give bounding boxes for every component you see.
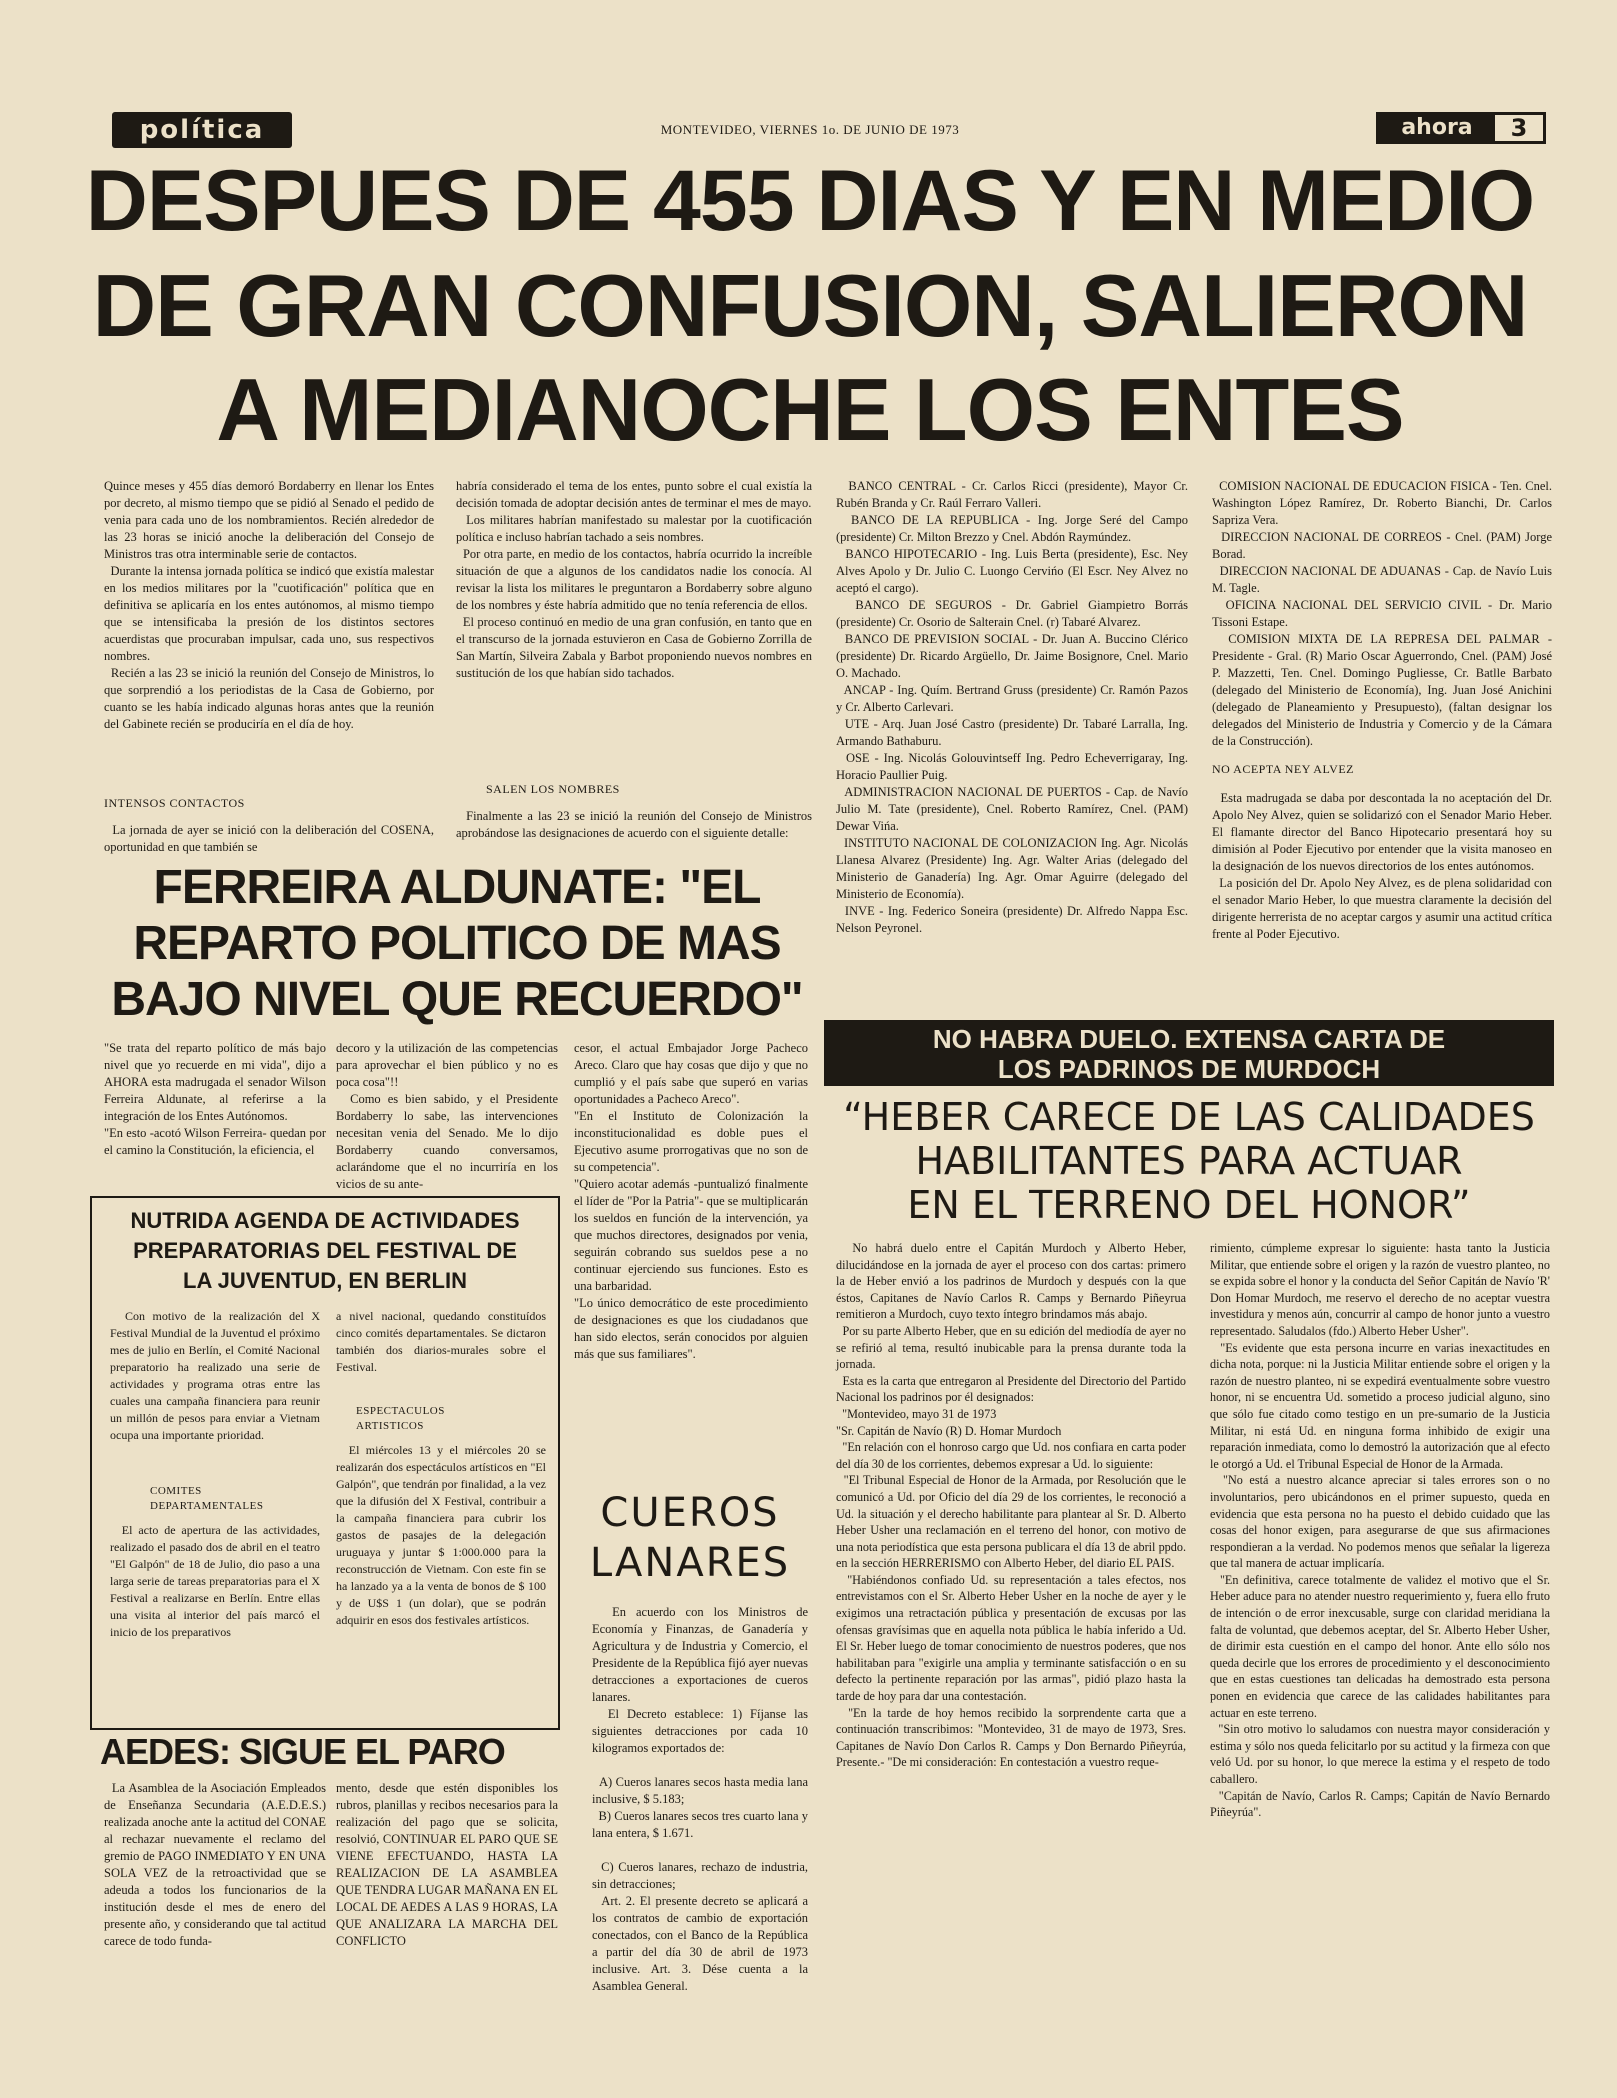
ferreira-col-1: "Se trata del reparto político de más bajo nivel que yo recuerde en mi vida", dijo a AHORA esta madrugada el senador Wilson Ferreira Aldunate, al referirse a la integración de los Entes Autónomos. "En esto -acotó Wilson Ferreira- quedan por el camino la Constitución, la eficiencia, el (104, 1041, 326, 1157)
aedes-headline: AEDES: SIGUE EL PARO (100, 1731, 505, 1772)
masthead-logo (1376, 112, 1546, 144)
duelo-banner-line-1: NO HABRA DUELO. EXTENSA CARTA DE (932, 1024, 1446, 1054)
ferreira-headline-line-2: REPARTO POLITICO DE MAS (133, 917, 781, 970)
main-headline-line-3: A MEDIANOCHE LOS ENTES (216, 360, 1404, 459)
main-article-col-4: COMISION NACIONAL DE EDUCACION FISICA - Ten. Cnel. Washington López Ramírez, Dr. Roberto Bianchi, Dr. Carlos Sapriza Vera. DIRECCION NACIONAL DE CORREOS - Cnel. (PAM) Jorge Borad. DIRECCION NACIONAL DE ADUANAS - Cap. de Navío Luis M. Tagle. OFICINA NACIONAL DEL SERVICIO CIVIL - Dr. Mario Tissoni Estape. COMISION MIXTA DE LA REPRESA DEL PALMAR - Presidente - Gral. (R) Mario Oscar Aguerrondo, Cnel. (PAM) José P. Mazzetti, Ten. Cnel. Domingo Pugliesse, Cr. Batlle Barbato (delegado del Ministerio de Economía), Ing. Juan José Anichini (delegado de Planeamiento y Presupuesto), (faltan designar los delegados del Ministerio de Industria y Comercio y de la Cámara de la Construcción). (1212, 479, 1553, 748)
festival-col-2b: El miércoles 13 y el miércoles 20 se realizarán dos espectáculos artísticos en "El Galpón", que tendrán por finalidad, a la vez que la difusión del X Festival, contribuir a la campaña financiera para cubrir los gastos de pasajes de la delegación uruguaya y juntar $ 1:000.000 para la reconstrucción de Vietnam. Con este fin se ha lanzado ya a la venta de bonos de $ 100 y de U$S 1 (un dolar), que se podrán adquirir en esos dos festivales artísticos. (336, 1443, 549, 1627)
main-subhead-contactos: INTENSOS CONTACTOS (104, 796, 245, 810)
festival-subhead-comites: COMITES DEPARTAMENTALES (150, 1485, 264, 1512)
ferreira-col-2: decoro y la utilización de las competencias para aprovechar el bien público y no es poca cosa"!! Como es bien sabido, y el Presidente Bordaberry lo sabe, las intervenciones necesitan venia del Senado. Me lo dijo Bordaberry cuando conversamos, aclarándome que el no incurriría en los vicios de su ante- (336, 1041, 558, 1191)
ferreira-col-3: cesor, el actual Embajador Jorge Pacheco Areco. Claro que hay cosas que dijo y que no cumplió y el país sabe que superó en varias oportunidades a Pacheco Areco". "En el Instituto de Colonización la inconstitucionalidad es doble pues el Ejecutivo asume prorrogativas que no son de su competencia". "Quiero acotar además -puntualizó finalmente el líder de "Por la Patria"- que se multiplicarán los sueldos en función de la intervención, ya que muchos directores, designados por venia, seguirán cobrando sus sueldos pese a no continuar ejerciendo sus funciones. Esto es una barbaridad. "Lo único democrático de este procedimiento de designaciones es que los ciudadanos que han sido electos, serán conocidos por alguien más que sus familiares". (574, 1041, 808, 1361)
festival-headline-line-3: LA JUVENTUD, EN BERLIN (183, 1268, 467, 1293)
main-article-col-2: habría considerado el tema de los entes, punto sobre el cual existía la decisión tomada de adoptar decisión antes de terminar el mes de mayo. Los militares habrían manifestado su malestar por la cuotificación política e incluso habrían tachado a seis nombres. Por otra parte, en medio de los contactos, habría ocurrido la increíble situación de que a algunos de los candidatos nadie los conocía. Al revisar la lista los militares le preguntaron a Bordaberry sobre alguno de los nombres y éste habría admitido que no tenía referencia de ellos. El proceso continuó en medio de una gran confusión, en tanto que en el transcurso de la jornada estuvieron en Casa de Gobierno Zorrilla de San Martín, Silveira Zabala y Barbot proponiendo nuevos nombres en sustitución de los que habían sido tachados. (456, 479, 813, 680)
festival-subhead-espectaculos: ESPECTACULOS ARTISTICOS (356, 1405, 445, 1432)
duelo-headline-line-3: EN EL TERRENO DEL HONOR” (907, 1183, 1471, 1227)
main-article-col-2b: Finalmente a las 23 se inició la reunión del Consejo de Ministros aprobándose las designaciones de acuerdo con el siguiente detalle: (456, 809, 816, 840)
festival-headline-line-1: NUTRIDA AGENDA DE ACTIVIDADES (130, 1208, 520, 1233)
aedes-col-1: La Asamblea de la Asociación Empleados de Enseñanza Secundaria (A.E.D.E.S.) realizada anoche ante la actitud del CONAE al rechazar nuevamente el reclamo del gremio de PAGO INMEDIATO Y EN UNA SOLA VEZ de la retroactividad que se adeuda a todos los funcionarios de la institución desde el mes de enero del presente año, y considerando que tal actitud carece de todo funda- (104, 1781, 330, 1948)
masthead-name: ahora (1379, 115, 1495, 141)
aedes-col-2: mento, desde que estén disponibles los rubros, planillas y recibos necesarios para la realización del pago que se solicita, resolvió, CONTINUAR EL PARO QUE SE VIENE EFECTUANDO, HASTA LA REALIZACION DE LA ASAMBLEA QUE TENDRA LUGAR MAÑANA EN EL LOCAL DE AEDES A LAS 9 HORAS, LA QUE ANALIZARA LA MARCHA DEL CONFLICTO (336, 1781, 562, 1948)
cueros-text: En acuerdo con los Ministros de Economía y Finanzas, de Ganadería y Agricultura y de Industria y Comercio, el Presidente de la República fijó ayer nuevas detracciones a exportaciones de cueros lanares. El Decreto establece: 1) Fíjanse las siguientes detracciones por cada 10 kilogramos exportados de: A) Cueros lanares secos hasta media lana inclusive, $ 5.183; B) Cueros lanares secos tres cuarto lana y lana entera, $ 1.671. C) Cueros lanares, rechazo de industria, sin detracciones; Art. 2. El presente decreto se aplicará a los contratos de cambio de exportación conectados, con el Banco de la República a partir del día 30 de abril de 1973 inclusive. Art. 3. Dése cuenta a la Asamblea General. (592, 1605, 809, 1993)
ferreira-headline-line-1: FERREIRA ALDUNATE: "EL (153, 861, 761, 914)
main-article-col-1b: La jornada de ayer se inició con la deliberación del COSENA, oportunidad en que también se (104, 823, 438, 854)
festival-col-2: a nivel nacional, quedando constituídos cinco comités departamentales. Se dictaron también dos diarios-murales sobre el Festival. (336, 1309, 549, 1374)
festival-col-1b: El acto de apertura de las actividades, realizado el pasado dos de abril en el teatro "El Galpón" de 18 de Julio, dio paso a una larga serie de tareas preparatorias para el X Festival a realizarse en Berlín. Entre ellas una visita al interior del país marcó el inicio de los preparativos (110, 1523, 324, 1639)
duelo-headline-line-1: “HEBER CARECE DE LAS CALIDADES (843, 1095, 1535, 1139)
festival-col-1: Con motivo de la realización del X Festival Mundial de la Juventud el próximo mes de julio en Berlín, el Comité Nacional preparatorio ha realizado una serie de actividades y programa otras entre las cuales una campaña financiera para reunir un millón de pesos para enviar a Vietnam ocupa una importante prioridad. (110, 1309, 323, 1442)
duelo-headline-line-2: HABILITANTES PARA ACTUAR (915, 1139, 1463, 1183)
section-tag-label: política (139, 115, 265, 145)
ferreira-headline-line-3: BAJO NIVEL QUE RECUERDO" (111, 973, 803, 1026)
duelo-banner-line-2: LOS PADRINOS DE MURDOCH (997, 1054, 1381, 1084)
dateline: MONTEVIDEO, VIERNES 1o. DE JUNIO DE 1973 (660, 122, 960, 137)
main-article-col-1: Quince meses y 455 días demoró Bordaberry en llenar los Entes por decreto, al mismo tiempo que se pidió al Senado el pedido de venia para cada uno de los nombramientos. Recién alrededor de las 23 horas se inició anoche la deliberación del Consejo de Ministros tras otra interminable serie de contactos. Durante la intensa jornada política se indicó que existía malestar en los medios militares por la "cuotificación" política que en definitiva se aplicaría en los entes autónomos, al mismo tiempo que se intensificaba la presión de los distintos sectores acuerdistas que procuraban impulsar, cada uno, sus respectivos nombres. Recién a las 23 se inició la reunión del Consejo de Ministros, lo que sorprendió a los periodistas de la Casa de Gobierno, por cuanto se les había indicado algunas horas antes que la reunión del Gabinete recién se produciría en el día de hoy. (104, 479, 434, 731)
page-number: 3 (1510, 114, 1528, 142)
main-article-col-4b: Esta madrugada se daba por descontada la no aceptación del Dr. Apolo Ney Alvez, quien se solidarizó con el Senador Mario Heber. El flamante director del Banco Hipotecario presentará hoy su dimisión al Poder Ejecutivo por entender que la visita manoseo en la designación de los nuevos directorios de los entes autónomos. La posición del Dr. Apolo Ney Alvez, es de plena solidaridad con el senador Mario Heber, lo que muestra claramente la decisión del dirigente herrerista de no aceptar cargos y asumir una actitud crítica frente al Poder Ejecutivo. (1212, 791, 1552, 941)
duelo-col-1: No habrá duelo entre el Capitán Murdoch y Alberto Heber, dilucidándose en la jornada de ayer el proceso con dos cartas: primero la de Heber envió a los padrinos de Murdoch y después con la que éstos, Capitanes de Navío Carlos R. Camps y Bernardo Piñeyrua remitieron a Murdoch, cuyo texto íntegro brindamos más abajo. Por su parte Alberto Heber, que en su edición del mediodía de ayer no se refirió al tema, resultó inubicable para la prensa durante toda la jornada. Esta es la carta que entregaron al Presidente del Directorio del Partido Nacional los padrinos por él designados: "Montevideo, mayo 31 de 1973 "Sr. Capitán de Navío (R) D. Homar Murdoch "En relación con el honroso cargo que Ud. nos confiara en carta poder del día 30 de los corrientes, debemos expresar a Ud. lo siguiente: "El Tribunal Especial de Honor de la Armada, por Resolución que le comunicó a Ud. por Oficio del día 29 de los corrientes, le reconoció a Ud. la situación y el derecho habilitante para plantear al Sr. D. Alberto Heber Usher una reclamación en el terreno del honor, con motivo de una nota periodística que esta persona publicara el día 13 de abril ppdo. en la sección HERRERISMO con Alberto Heber, del diario EL PAIS. "Habiéndonos confiado Ud. su representación a tales efectos, nos entrevistamos con el Sr. Alberto Heber Usher en la noche de ayer y le exigimos una retractación pública y presentación de excusas por las ofensas gravísimas que en aquella nota pública le había inferido a Ud. El Sr. Heber luego de tomar conocimiento de nuestros poderes, que nos habilitaban para "exigirle una amplia y terminante satisfacción o en su defecto la pertinente reparación por las armas", pidió plazo hasta la tarde de hoy para dar una contestación. "En la tarde de hoy hemos recibido la sorprendente carta que a continuación transcribimos: "Montevideo, 31 de mayo de 1973, Sres. Capitanes de Navío Don Carlos R. Camps y Don Bernardo Piñeyrúa, Presente.- "De mi consideración: En contestación a vuestro reque- (836, 1241, 1187, 1770)
main-headline-line-2: DE GRAN CONFUSION, SALIERON (92, 256, 1528, 355)
main-subhead-nombres: SALEN LOS NOMBRES (486, 782, 620, 796)
main-article-col-3: BANCO CENTRAL - Cr. Carlos Ricci (presidente), Mayor Cr. Rubén Branda y Cr. Raúl Ferraro Valleri. BANCO DE LA REPUBLICA - Ing. Jorge Seré del Campo (presidente) Cr. Milton Brezzo y Cnel. Abdón Raymúndez. BANCO HIPOTECARIO - Ing. Luis Berta (presidente), Esc. Ney Alves Apolo y Dr. Julio C. Luongo Cervińo (El Escr. Ney Alvez no aceptó el cargo). BANCO DE SEGUROS - Dr. Gabriel Giampietro Borrás (presidente) Cr. Osorio de Salterain Cnel. (r) Tabaré Alvarez. BANCO DE PREVISION SOCIAL - Dr. Juan A. Buccino Clérico (presidente) Dr. Ricardo Argüello, Dr. Jaime Bosignore, Cnel. Mario O. Machado. ANCAP - Ing. Quím. Bertrand Gruss (presidente) Cr. Ramón Pazos y Cr. Alberto Carlevari. UTE - Arq. Juan José Castro (presidente) Dr. Tabaré Larralla, Ing. Armando Bathaburu. OSE - Ing. Nicolás Golouvintseff Ing. Pedro Echeverrigaray, Ing. Horacio Paullier Puig. ADMINISTRACION NACIONAL DE PUERTOS - Cap. de Navío Julio M. Tate (presidente), Cnel. Roberto Ramírez, Cnel. (PAM) Dewar Vińa. INSTITUTO NACIONAL DE COLONIZACION Ing. Agr. Nicolás Llanesa Alvarez (Presidente) Ing. Agr. Walter Arias (delegado del Ministerio de Ganadería) Ing. Agr. Omar Aguirre (delegado del Ministerio de Economía). INVE - Ing. Federico Soneira (presidente) Dr. Alfredo Nappa Esc. Nelson Peyronel. (836, 479, 1189, 935)
duelo-col-2: rimiento, cúmpleme expresar lo siguiente: hasta tanto la Justicia Militar, que entiende sobre el origen y la razón de vuestro planteo, no se expida sobre el honor y la conducta del Señor Capitán de Navío 'R' Don Homar Murdoch, me reservo el derecho de no aceptar vuestra investidura y menos aún, concurrir al campo de honor junto a vuestro representado. Saludalos (fdo.) Alberto Heber Usher". "Es evidente que esta persona incurre en varias inexactitudes en dicha nota, porque: ni la Justicia Militar entiende sobre el origen y la razón de nuestro planteo, ni se expedirá eventualmente sobre vuestro honor, ni se encuentra Ud. sometido a proceso judicial alguno, sino que sólo fue citado como testigo en un pre-sumario de la Justicia Militar, ni está Ud. en ninguna forma inhibido de exigir una reparación inmediata, como lo demostró la autorización que al efecto le otorgó a Ud. el Tribunal Especial de Honor de la Armada. "No está a nuestro alcance apreciar si tales errores son o no involuntarios, pero ubicándonos en el primer supuesto, queda en evidencia que esta persona no ha puesto el debido cuidado que las cosas del honor exigen, para asegurarse de que sus afirmaciones respondieran a la verdad. No podemos menos que señalar la ligereza que tal manera de actuar implicaría. "En definitiva, carece totalmente de validez el motivo que el Sr. Heber aduce para no atender nuestro requerimiento y, fuera ello fruto de intención o de error inexcusable, surge con claridad meridiana la falta de voluntad, que debemos aceptar, del Sr. Alberto Heber Usher, de dirimir esta cuestión en el campo del honor. Ante ello sólo nos queda decirle que los errores de procedimiento y el desconocimiento que en estas cuestiones tan delicadas ha demostrado esta persona ponen en evidencia que carece de las calidades habilitantes para actuar en este terreno. "Sin otro motivo lo saludamos con nuestra mayor consideración y estima y sólo nos queda felicitarlo por su actitud y la firmeza con que veló Ud. por su honor, lo que merece la estima y el respeto de todo caballero. "Capitán de Navío, Carlos R. Camps; Capitán de Navío Bernardo Piñeyrúa". (1210, 1241, 1551, 1820)
cueros-headline-line-2: LANARES (589, 1540, 791, 1586)
main-subhead-ney-alvez: NO ACEPTA NEY ALVEZ (1212, 762, 1354, 776)
festival-headline-line-2: PREPARATORIAS DEL FESTIVAL DE (133, 1238, 517, 1263)
main-headline-line-1: DESPUES DE 455 DIAS Y EN MEDIO (85, 153, 1535, 249)
cueros-headline-line-1: CUEROS (600, 1490, 780, 1536)
